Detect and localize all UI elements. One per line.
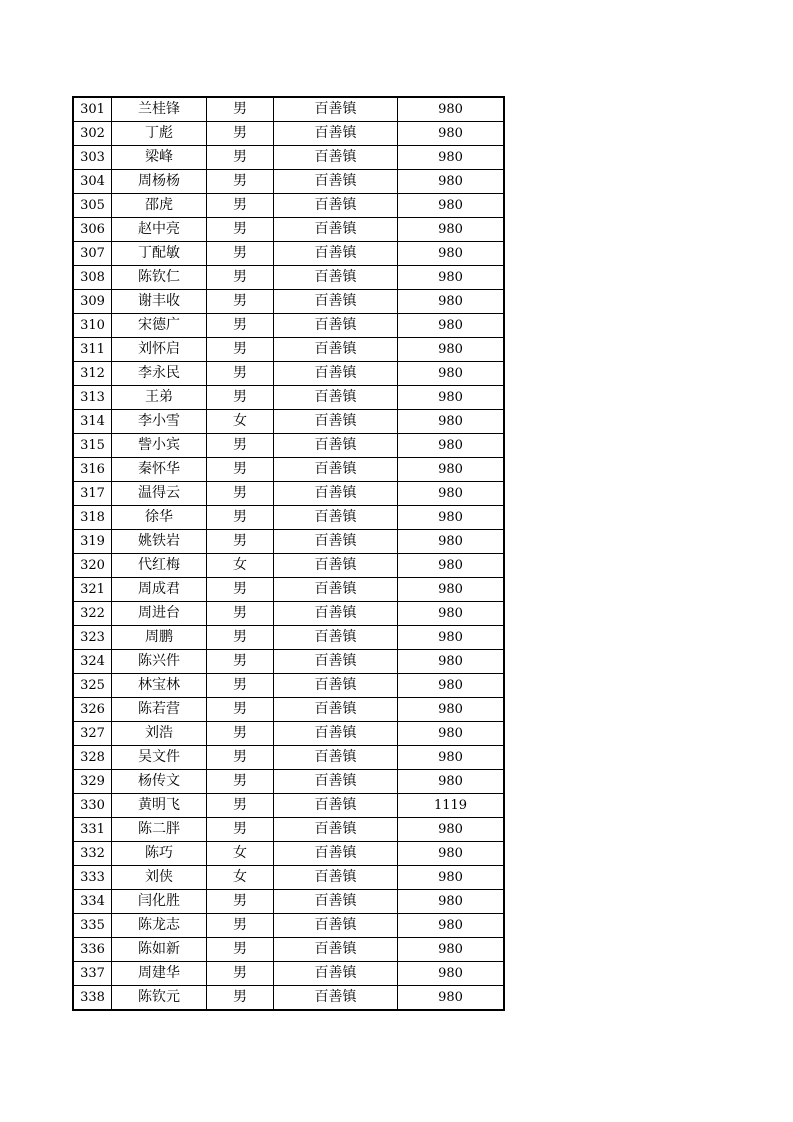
town-cell: 百善镇: [274, 554, 398, 578]
table-row: [73, 386, 504, 410]
table-row: [73, 554, 504, 578]
row-number-cell: 323: [73, 626, 112, 650]
table-row: [73, 602, 504, 626]
row-number-cell: 305: [73, 194, 112, 218]
gender-cell: 男: [207, 506, 274, 530]
town-cell: 百善镇: [274, 674, 398, 698]
amount-cell: 1119: [398, 794, 505, 818]
table-row: [73, 194, 504, 218]
amount-cell: 980: [398, 266, 505, 290]
name-cell: 谢丰收: [112, 290, 207, 314]
amount-cell: 980: [398, 602, 505, 626]
name-cell: 刘侠: [112, 866, 207, 890]
town-cell: 百善镇: [274, 722, 398, 746]
table-row: [73, 938, 504, 962]
amount-cell: 980: [398, 122, 505, 146]
name-cell: 兰桂锋: [112, 97, 207, 122]
town-cell: 百善镇: [274, 938, 398, 962]
name-cell: 代红梅: [112, 554, 207, 578]
name-cell: 周鹏: [112, 626, 207, 650]
gender-cell: 男: [207, 602, 274, 626]
gender-cell: 男: [207, 290, 274, 314]
name-cell: 闫化胜: [112, 890, 207, 914]
name-cell: 周建华: [112, 962, 207, 986]
amount-cell: 980: [398, 290, 505, 314]
gender-cell: 男: [207, 386, 274, 410]
amount-cell: 980: [398, 674, 505, 698]
gender-cell: 男: [207, 458, 274, 482]
amount-cell: 980: [398, 746, 505, 770]
amount-cell: 980: [398, 362, 505, 386]
row-number-cell: 303: [73, 146, 112, 170]
town-cell: 百善镇: [274, 386, 398, 410]
amount-cell: 980: [398, 97, 505, 122]
name-cell: 陈龙志: [112, 914, 207, 938]
table-row: [73, 170, 504, 194]
row-number-cell: 321: [73, 578, 112, 602]
amount-cell: 980: [398, 866, 505, 890]
town-cell: 百善镇: [274, 506, 398, 530]
town-cell: 百善镇: [274, 290, 398, 314]
gender-cell: 男: [207, 938, 274, 962]
row-number-cell: 329: [73, 770, 112, 794]
town-cell: 百善镇: [274, 602, 398, 626]
name-cell: 周杨杨: [112, 170, 207, 194]
gender-cell: 男: [207, 794, 274, 818]
town-cell: 百善镇: [274, 362, 398, 386]
amount-cell: 980: [398, 650, 505, 674]
name-cell: 陈如新: [112, 938, 207, 962]
table-row: [73, 770, 504, 794]
row-number-cell: 318: [73, 506, 112, 530]
gender-cell: 男: [207, 530, 274, 554]
name-cell: 陈钦仁: [112, 266, 207, 290]
row-number-cell: 322: [73, 602, 112, 626]
town-cell: 百善镇: [274, 626, 398, 650]
row-number-cell: 309: [73, 290, 112, 314]
table-row: [73, 362, 504, 386]
row-number-cell: 317: [73, 482, 112, 506]
gender-cell: 男: [207, 242, 274, 266]
gender-cell: 男: [207, 770, 274, 794]
table-row: [73, 986, 504, 1011]
row-number-cell: 327: [73, 722, 112, 746]
row-number-cell: 333: [73, 866, 112, 890]
row-number-cell: 319: [73, 530, 112, 554]
name-cell: 刘浩: [112, 722, 207, 746]
table-row: [73, 506, 504, 530]
row-number-cell: 314: [73, 410, 112, 434]
table-row: [73, 842, 504, 866]
name-cell: 邵虎: [112, 194, 207, 218]
gender-cell: 男: [207, 338, 274, 362]
gender-cell: 女: [207, 410, 274, 434]
amount-cell: 980: [398, 842, 505, 866]
town-cell: 百善镇: [274, 170, 398, 194]
name-cell: 丁彪: [112, 122, 207, 146]
amount-cell: 980: [398, 194, 505, 218]
row-number-cell: 328: [73, 746, 112, 770]
row-number-cell: 312: [73, 362, 112, 386]
town-cell: 百善镇: [274, 842, 398, 866]
gender-cell: 男: [207, 698, 274, 722]
name-cell: 林宝林: [112, 674, 207, 698]
row-number-cell: 311: [73, 338, 112, 362]
table-row: [73, 746, 504, 770]
row-number-cell: 330: [73, 794, 112, 818]
amount-cell: 980: [398, 770, 505, 794]
amount-cell: 980: [398, 530, 505, 554]
row-number-cell: 301: [73, 97, 112, 122]
gender-cell: 男: [207, 194, 274, 218]
name-cell: 訾小宾: [112, 434, 207, 458]
gender-cell: 男: [207, 314, 274, 338]
amount-cell: 980: [398, 386, 505, 410]
name-cell: 陈若营: [112, 698, 207, 722]
town-cell: 百善镇: [274, 122, 398, 146]
town-cell: 百善镇: [274, 530, 398, 554]
data-table: [72, 96, 505, 1011]
gender-cell: 男: [207, 122, 274, 146]
table-row: [73, 338, 504, 362]
amount-cell: 980: [398, 890, 505, 914]
amount-cell: 980: [398, 698, 505, 722]
table-row: [73, 146, 504, 170]
name-cell: 姚铁岩: [112, 530, 207, 554]
name-cell: 王弟: [112, 386, 207, 410]
amount-cell: 980: [398, 482, 505, 506]
amount-cell: 980: [398, 314, 505, 338]
table-row: [73, 818, 504, 842]
amount-cell: 980: [398, 986, 505, 1011]
table-body: [73, 97, 504, 1010]
row-number-cell: 315: [73, 434, 112, 458]
amount-cell: 980: [398, 914, 505, 938]
amount-cell: 980: [398, 338, 505, 362]
name-cell: 黄明飞: [112, 794, 207, 818]
row-number-cell: 334: [73, 890, 112, 914]
table-row: [73, 578, 504, 602]
gender-cell: 男: [207, 218, 274, 242]
town-cell: 百善镇: [274, 218, 398, 242]
row-number-cell: 337: [73, 962, 112, 986]
gender-cell: 男: [207, 146, 274, 170]
name-cell: 温得云: [112, 482, 207, 506]
row-number-cell: 336: [73, 938, 112, 962]
amount-cell: 980: [398, 962, 505, 986]
row-number-cell: 310: [73, 314, 112, 338]
town-cell: 百善镇: [274, 578, 398, 602]
name-cell: 徐华: [112, 506, 207, 530]
gender-cell: 男: [207, 722, 274, 746]
town-cell: 百善镇: [274, 194, 398, 218]
table-row: [73, 794, 504, 818]
table-row: [73, 266, 504, 290]
gender-cell: 男: [207, 818, 274, 842]
amount-cell: 980: [398, 554, 505, 578]
gender-cell: 女: [207, 554, 274, 578]
table-row: [73, 410, 504, 434]
town-cell: 百善镇: [274, 746, 398, 770]
amount-cell: 980: [398, 410, 505, 434]
town-cell: 百善镇: [274, 266, 398, 290]
table-row: [73, 218, 504, 242]
town-cell: 百善镇: [274, 146, 398, 170]
town-cell: 百善镇: [274, 914, 398, 938]
name-cell: 赵中亮: [112, 218, 207, 242]
row-number-cell: 316: [73, 458, 112, 482]
row-number-cell: 325: [73, 674, 112, 698]
row-number-cell: 313: [73, 386, 112, 410]
table-row: [73, 914, 504, 938]
gender-cell: 男: [207, 674, 274, 698]
name-cell: 陈兴件: [112, 650, 207, 674]
gender-cell: 男: [207, 266, 274, 290]
amount-cell: 980: [398, 146, 505, 170]
table-row: [73, 698, 504, 722]
gender-cell: 男: [207, 962, 274, 986]
town-cell: 百善镇: [274, 482, 398, 506]
row-number-cell: 320: [73, 554, 112, 578]
row-number-cell: 307: [73, 242, 112, 266]
town-cell: 百善镇: [274, 890, 398, 914]
row-number-cell: 335: [73, 914, 112, 938]
table-row: [73, 290, 504, 314]
row-number-cell: 331: [73, 818, 112, 842]
name-cell: 丁配敏: [112, 242, 207, 266]
name-cell: 宋德广: [112, 314, 207, 338]
table-row: [73, 458, 504, 482]
table-row: [73, 434, 504, 458]
name-cell: 刘怀启: [112, 338, 207, 362]
table-row: [73, 97, 504, 122]
gender-cell: 女: [207, 866, 274, 890]
gender-cell: 男: [207, 362, 274, 386]
amount-cell: 980: [398, 242, 505, 266]
name-cell: 周成君: [112, 578, 207, 602]
town-cell: 百善镇: [274, 866, 398, 890]
name-cell: 陈二胖: [112, 818, 207, 842]
town-cell: 百善镇: [274, 962, 398, 986]
amount-cell: 980: [398, 458, 505, 482]
row-number-cell: 332: [73, 842, 112, 866]
gender-cell: 男: [207, 434, 274, 458]
row-number-cell: 304: [73, 170, 112, 194]
name-cell: 梁峰: [112, 146, 207, 170]
row-number-cell: 306: [73, 218, 112, 242]
town-cell: 百善镇: [274, 458, 398, 482]
amount-cell: 980: [398, 722, 505, 746]
name-cell: 吴文件: [112, 746, 207, 770]
town-cell: 百善镇: [274, 770, 398, 794]
town-cell: 百善镇: [274, 818, 398, 842]
name-cell: 陈巧: [112, 842, 207, 866]
town-cell: 百善镇: [274, 314, 398, 338]
town-cell: 百善镇: [274, 986, 398, 1011]
town-cell: 百善镇: [274, 242, 398, 266]
gender-cell: 男: [207, 650, 274, 674]
amount-cell: 980: [398, 170, 505, 194]
row-number-cell: 326: [73, 698, 112, 722]
gender-cell: 女: [207, 842, 274, 866]
town-cell: 百善镇: [274, 410, 398, 434]
table-row: [73, 122, 504, 146]
amount-cell: 980: [398, 626, 505, 650]
name-cell: 陈钦元: [112, 986, 207, 1011]
gender-cell: 男: [207, 97, 274, 122]
row-number-cell: 308: [73, 266, 112, 290]
town-cell: 百善镇: [274, 794, 398, 818]
table-row: [73, 866, 504, 890]
table-row: [73, 650, 504, 674]
name-cell: 李永民: [112, 362, 207, 386]
table-row: [73, 722, 504, 746]
gender-cell: 男: [207, 626, 274, 650]
row-number-cell: 302: [73, 122, 112, 146]
amount-cell: 980: [398, 506, 505, 530]
name-cell: 周进台: [112, 602, 207, 626]
gender-cell: 男: [207, 986, 274, 1011]
amount-cell: 980: [398, 818, 505, 842]
amount-cell: 980: [398, 938, 505, 962]
gender-cell: 男: [207, 914, 274, 938]
name-cell: 李小雪: [112, 410, 207, 434]
amount-cell: 980: [398, 218, 505, 242]
amount-cell: 980: [398, 578, 505, 602]
gender-cell: 男: [207, 578, 274, 602]
town-cell: 百善镇: [274, 434, 398, 458]
town-cell: 百善镇: [274, 698, 398, 722]
gender-cell: 男: [207, 746, 274, 770]
table-row: [73, 530, 504, 554]
amount-cell: 980: [398, 434, 505, 458]
name-cell: 杨传文: [112, 770, 207, 794]
table-row: [73, 314, 504, 338]
town-cell: 百善镇: [274, 97, 398, 122]
table-row: [73, 962, 504, 986]
gender-cell: 男: [207, 890, 274, 914]
table-row: [73, 674, 504, 698]
table-row: [73, 890, 504, 914]
gender-cell: 男: [207, 482, 274, 506]
table-row: [73, 626, 504, 650]
gender-cell: 男: [207, 170, 274, 194]
town-cell: 百善镇: [274, 650, 398, 674]
row-number-cell: 324: [73, 650, 112, 674]
table-row: [73, 242, 504, 266]
table-row: [73, 482, 504, 506]
town-cell: 百善镇: [274, 338, 398, 362]
name-cell: 秦怀华: [112, 458, 207, 482]
row-number-cell: 338: [73, 986, 112, 1011]
